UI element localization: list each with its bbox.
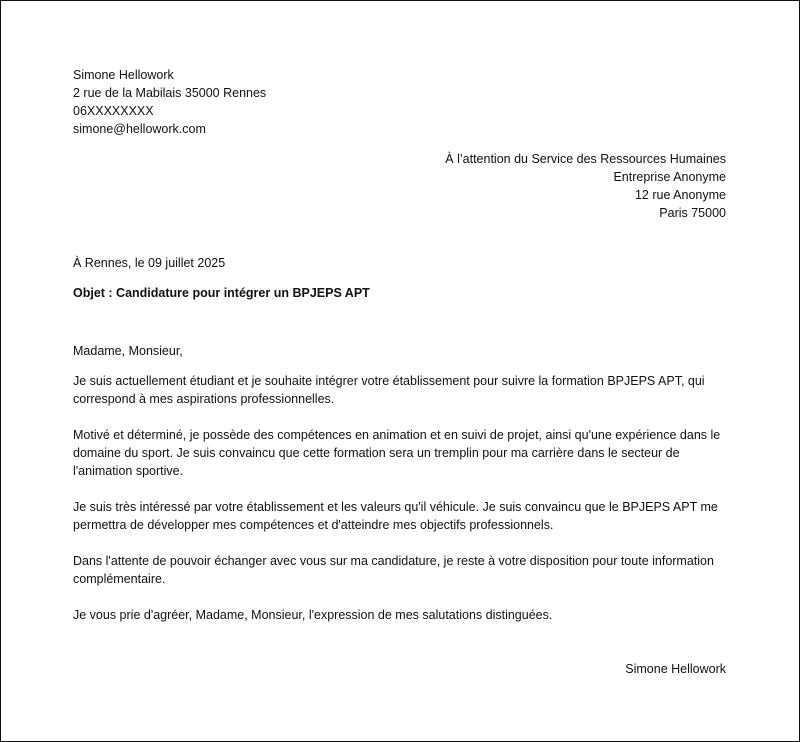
- signature: Simone Hellowork: [625, 662, 726, 676]
- sender-name: Simone Hellowork: [73, 68, 174, 82]
- recipient-street: 12 rue Anonyme: [634, 188, 726, 202]
- body-paragraph-3: Je suis très intéressé par votre établissement et les valeurs qu'il véhicule. Je suis convaincu que le BPJEPS APT me permettra de développer mes compétences et d'atteindre mes objectifs professionnels.: [73, 500, 718, 532]
- date-line: À Rennes, le 09 juillet 2025: [73, 256, 226, 270]
- sender-email: simone@hellowork.com: [73, 122, 206, 136]
- subject-line: Objet : Candidature pour intégrer un BPJEPS APT: [73, 286, 370, 300]
- sender-address: 2 rue de la Mabilais 35000 Rennes: [73, 86, 267, 100]
- closing-paragraph: Je vous prie d'agréer, Madame, Monsieur, l'expression de mes salutations distinguées.: [73, 608, 553, 622]
- salutation: Madame, Monsieur,: [73, 344, 183, 358]
- body-paragraph-4: Dans l'attente de pouvoir échanger avec vous sur ma candidature, je reste à votre disposition pour toute information complémentaire.: [73, 554, 714, 586]
- recipient-company: Entreprise Anonyme: [613, 170, 726, 184]
- sender-phone: 06XXXXXXXX: [73, 104, 154, 118]
- body-paragraph-1: Je suis actuellement étudiant et je souhaite intégrer votre établissement pour suivre la formation BPJEPS APT, qui correspond à mes aspirations professionnelles.: [73, 374, 705, 406]
- recipient-city: Paris 75000: [659, 206, 726, 220]
- body-paragraph-2: Motivé et déterminé, je possède des compétences en animation et en suivi de projet, ainsi qu'une expérience dans le domaine du sport. Je suis convaincu que cette formation sera un tremplin pour ma carrière dans le secteur de l'animation sportive.: [73, 428, 721, 478]
- recipient-attention: À l’attention du Service des Ressources Humaines: [445, 152, 726, 166]
